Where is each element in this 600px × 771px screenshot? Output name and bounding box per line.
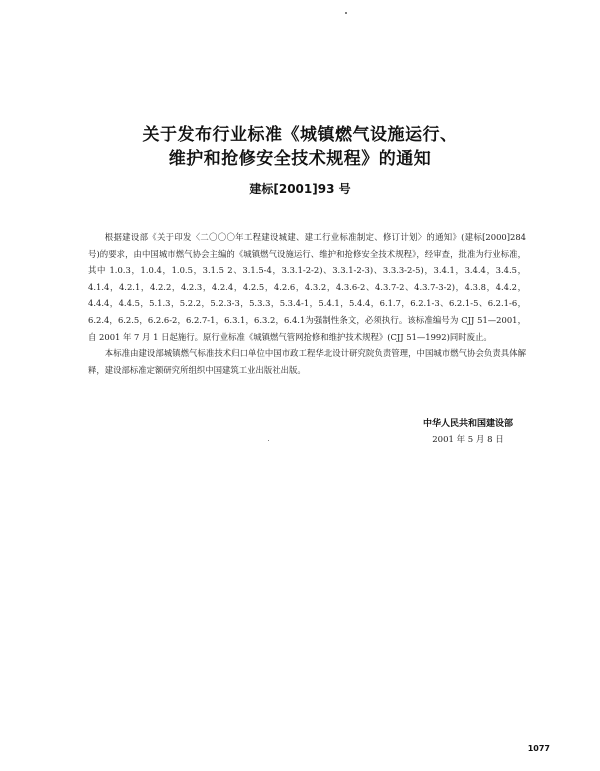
page-number: 1077 [527, 744, 550, 753]
signature-block [398, 416, 538, 448]
scan-speck [268, 440, 269, 441]
scan-speck [345, 12, 347, 14]
title-line-1: 关于发布行业标准《城镇燃气设施运行、 [142, 125, 458, 145]
issue-date: 2001 年 5 月 8 日 [432, 435, 504, 445]
body-paragraph-2: 本标准由建设部城镇燃气标准技术归口单位中国市政工程华北设计研究院负责管理，中国城市燃气协会负责具体解释，建设部标准定额研究所组织中国建筑工业出版社出版。 [88, 348, 526, 375]
title-line-2: 维护和抢修安全技术规程》的通知 [168, 149, 432, 169]
document-number: 建标[2001]93 号 [249, 182, 351, 196]
notice-body [88, 229, 526, 378]
issuing-organization: 中华人民共和国建设部 [422, 419, 513, 429]
body-paragraph-1: 根据建设部《关于印发〈二〇〇〇年工程建设城建、建工行业标准制定、修订计划〉的通知》(建标[2000]284 号)的要求，由中国城市燃气协会主编的《城镇燃气设施运行、维护和抢修安全技术规程》，经审查，批准为行业标准，其中 1.0.3，1.0.4，1.0.5，3.1.5 2、3.1.5-4，3.3.1-2-2)、3.3.1-2-3)、3.3.3-2-5)，3.4.1，3.4.4，3.4.5，4.1.4，4.2.1，4.2.2，4.2.3，4.2.4，4.2.5，4.2.6，4.3.2，4.3.6-2、4.3.7-2、4.3.7-3-2)，4.3.8，4.4.2，4.4.4，4.4.5，5.1.3，5.2.2，5.2.3-3，5.3.3，5.3.4-1，5.4.1，5.4.4，6.1.7，6.2.1-3、6.2.1-5、6.2.1-6，6.2.4，6.2.5，6.2.6-2，6.2.7-1，6.3.1，6.3.2，6.4.1为强制性条文，必须执行。该标准编号为 CJJ 51—2001，自 2001 年 7 月 1 日起施行。原行业标准《城镇燃气管网抢修和维护技术规程》(CJJ 51—1992)同时废止。 [88, 232, 526, 342]
